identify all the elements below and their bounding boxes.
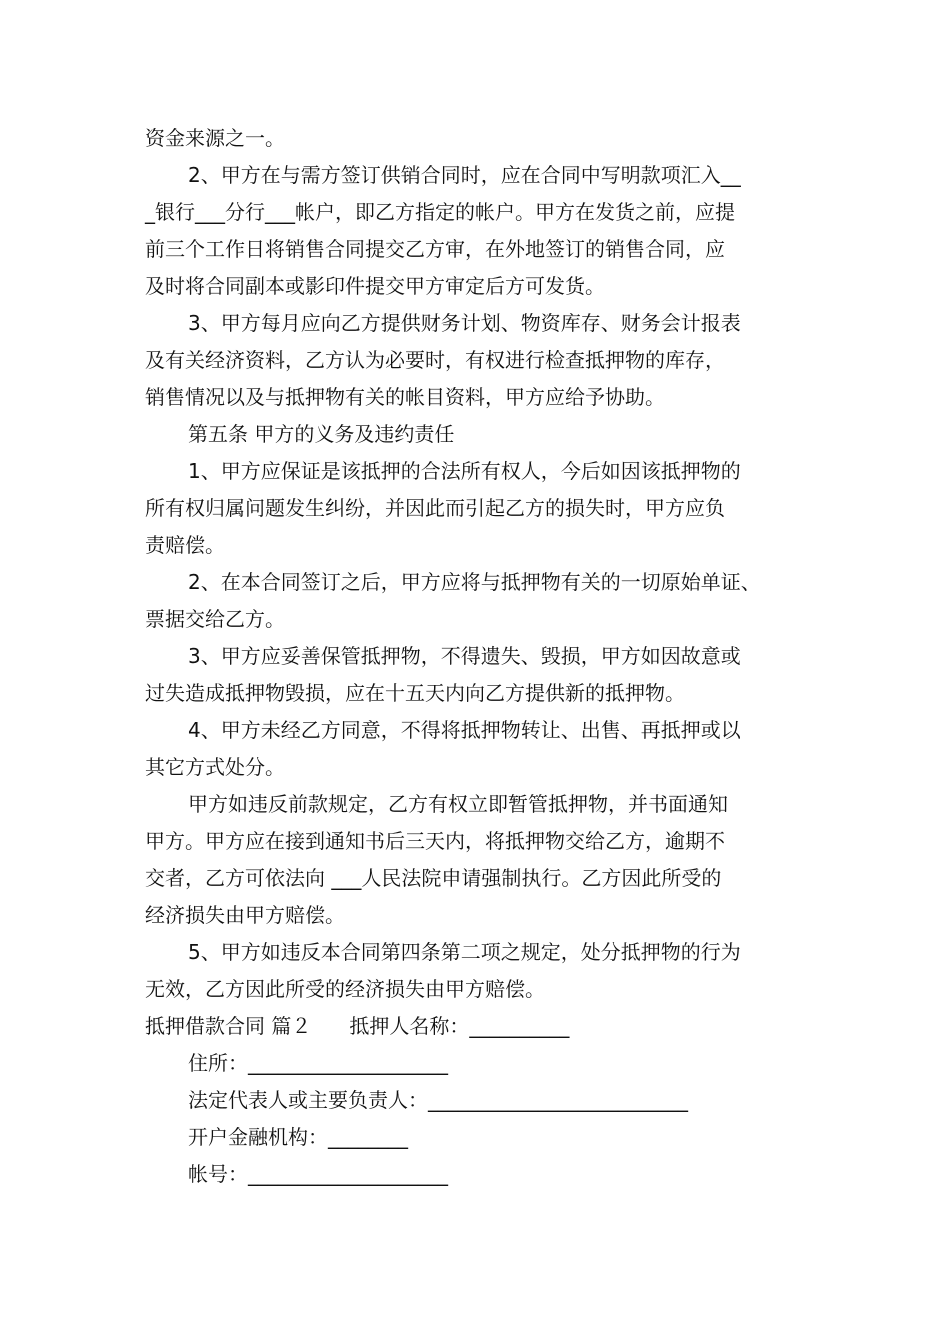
account-field: 帐号：____________________ <box>188 1162 448 1186</box>
bank-field: 开户金融机构：________ <box>188 1125 408 1149</box>
text-line: 1、甲方应保证是该抵押的合法所有权人，今后如因该抵押物的 <box>188 459 741 483</box>
text-line: 及时将合同副本或影印件提交甲方审定后方可发货。 <box>145 274 605 298</box>
contract-title: 抵押借款合同 篇２ <box>145 1014 312 1038</box>
text-line: 4、甲方未经乙方同意，不得将抵押物转让、出售、再抵押或以 <box>188 718 741 742</box>
text-line: 销售情况以及与抵押物有关的帐目资料，甲方应给予协助。 <box>145 385 665 409</box>
text-line: 甲方。甲方应在接到通知书后三天内，将抵押物交给乙方，逾期不 <box>145 829 725 853</box>
text-line: 交者，乙方可依法向 ___人民法院申请强制执行。乙方因此所受的 <box>145 866 722 890</box>
text-line: 3、甲方应妥善保管抵押物，不得遗失、毁损，甲方如因故意或 <box>188 644 741 668</box>
text-line: _银行___分行___帐户，即乙方指定的帐户。甲方在发货之前，应提 <box>145 200 735 224</box>
text-line: 及有关经济资料，乙方认为必要时，有权进行检查抵押物的库存， <box>145 348 725 372</box>
text-line: 前三个工作日将销售合同提交乙方审，在外地签订的销售合同，应 <box>145 237 725 261</box>
text-line: 3、甲方每月应向乙方提供财务计划、物资库存、财务会计报表 <box>188 311 741 335</box>
text-line: 2、在本合同签订之后，甲方应将与抵押物有关的一切原始单证、 <box>188 570 761 594</box>
text-line: 责赔偿。 <box>145 533 225 557</box>
text-line: 资金来源之一。 <box>145 126 285 150</box>
contract-heading-line <box>145 1012 569 1040</box>
text-line: 甲方如违反前款规定，乙方有权立即暂管抵押物，并书面通知 <box>188 792 728 816</box>
section-heading: 第五条 甲方的义务及违约责任 <box>188 422 455 446</box>
address-field: 住所：____________________ <box>188 1051 448 1075</box>
pledgor-name-field: 抵押人名称：__________ <box>349 1014 570 1038</box>
text-line: 所有权归属问题发生纠纷，并因此而引起乙方的损失时，甲方应负 <box>145 496 725 520</box>
text-line: 2、甲方在与需方签订供销合同时，应在合同中写明款项汇入__ <box>188 163 741 187</box>
text-line: 票据交给乙方。 <box>145 607 285 631</box>
text-line: 5、甲方如违反本合同第四条第二项之规定，处分抵押物的行为 <box>188 940 741 964</box>
text-line: 其它方式处分。 <box>145 755 285 779</box>
text-line: 过失造成抵押物毁损，应在十五天内向乙方提供新的抵押物。 <box>145 681 685 705</box>
legal-representative-field: 法定代表人或主要负责人：__________________________ <box>188 1088 688 1112</box>
text-line: 无效，乙方因此所受的经济损失由甲方赔偿。 <box>145 977 545 1001</box>
text-line: 经济损失由甲方赔偿。 <box>145 903 345 927</box>
